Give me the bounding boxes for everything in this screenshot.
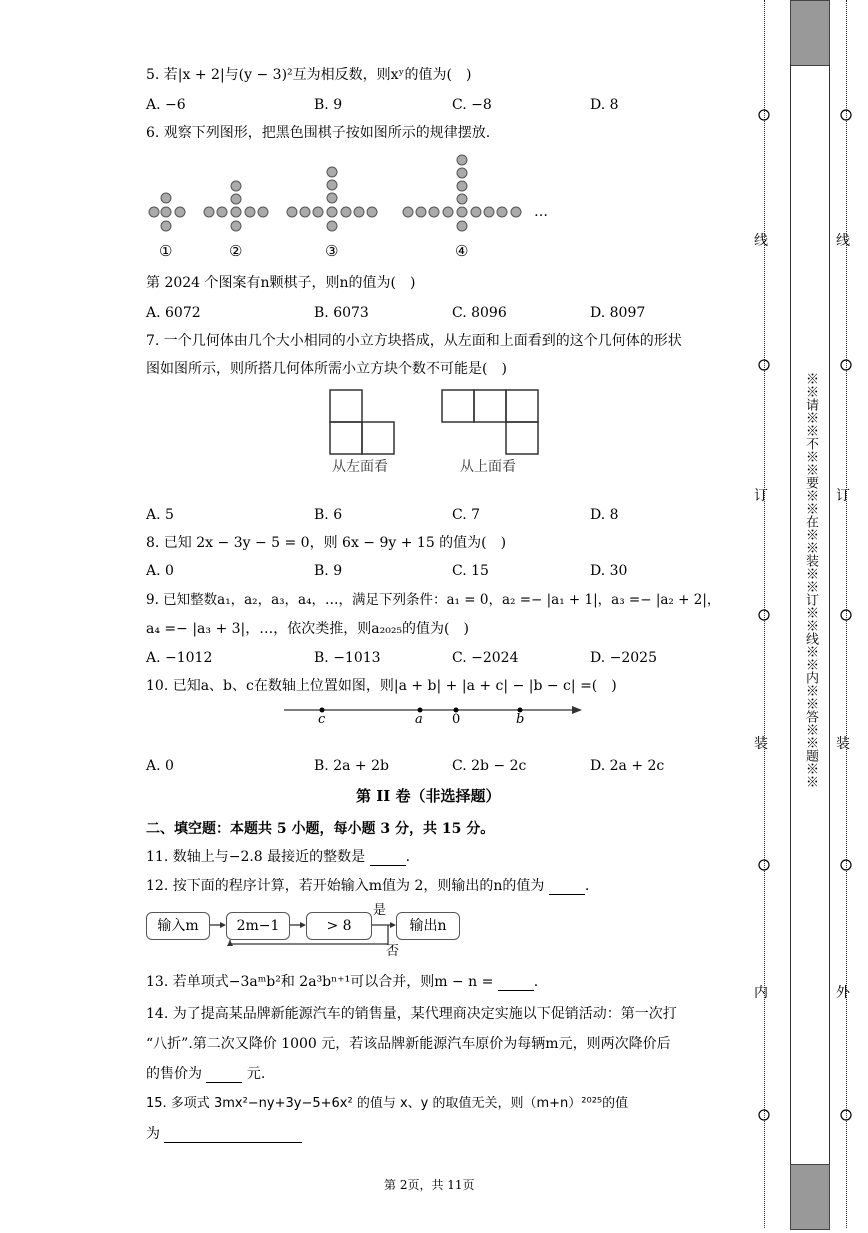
q7-top-view-label: 从上面看 — [460, 459, 516, 475]
q11-text: 11. 数轴上与−2.8 最接近的整数是 — [146, 849, 366, 865]
outer-dot-column — [836, 0, 856, 1232]
q15-answer-blank[interactable] — [164, 1142, 302, 1143]
q6-label-1: ① — [159, 242, 173, 260]
q10-axis-label-0: 0 — [452, 712, 461, 727]
q9-option-c: C. −2024 — [452, 650, 519, 666]
q12-text: 12. 按下面的程序计算，若开始输入m值为 2，则输出的n的值为 — [146, 878, 545, 894]
q8-option-c: C. 15 — [452, 563, 489, 579]
q6-option-a: A. 6072 — [146, 305, 201, 321]
q5-option-b: B. 9 — [314, 97, 343, 113]
q14-line1: 14. 为了提高某品牌新能源汽车的销售量，某代理商决定实施以下促销活动：第一次打 — [146, 1006, 677, 1022]
q7-option-d: D. 8 — [590, 507, 619, 523]
q10-option-b: B. 2a + 2b — [314, 758, 389, 774]
q9-option-a: A. −1012 — [146, 650, 213, 666]
q8-option-a: A. 0 — [146, 563, 174, 579]
inner-char-zhuang: 装 — [754, 736, 768, 752]
q14-line3 — [146, 1065, 265, 1083]
binding-gray-block-bottom — [790, 1164, 830, 1230]
binding-notice-text: ※※请※※不※※要※※在※※装※※订※※线※※内※※答※※题※※ — [803, 372, 818, 788]
q6-label-2: ② — [229, 242, 243, 260]
q15-line2 — [146, 1125, 302, 1143]
inner-char-nei: 内 — [754, 985, 768, 1001]
q8-stem: 8. 已知 2x − 3y − 5 = 0，则 6x − 9y + 15 的值为( ) — [146, 535, 507, 551]
outer-char-ding: 订 — [836, 488, 850, 504]
q10-option-c: C. 2b − 2c — [452, 758, 527, 774]
q12: 12. 按下面的程序计算，若开始输入m值为 2，则输出的n的值为 . — [146, 878, 590, 894]
flow-yes-label: 是 — [373, 903, 387, 918]
q13-answer-blank[interactable] — [498, 990, 534, 991]
flow-input-box: 输入m — [146, 912, 210, 940]
q6-ellipsis: … — [534, 204, 548, 220]
q7-views-figure — [326, 388, 546, 456]
q6-option-d: D. 8097 — [590, 305, 646, 321]
q12-answer-blank[interactable] — [549, 894, 585, 895]
q10-stem: 10. 已知a、b、c在数轴上位置如图，则|a + b| + |a + c| − |b − c| =( ) — [146, 678, 617, 694]
q6-pattern-figure — [140, 150, 560, 265]
flow-compare-box: > 8 — [306, 912, 372, 940]
q6-option-c: C. 8096 — [452, 305, 507, 321]
outer-char-wai: 外 — [836, 985, 850, 1001]
q6-option-b: B. 6073 — [314, 305, 369, 321]
q8-option-b: B. 9 — [314, 563, 343, 579]
q14-line3-suffix: 元. — [246, 1066, 266, 1082]
binding-margin — [750, 0, 868, 1228]
flow-no-label: 否 — [386, 944, 400, 959]
flow-arrows — [140, 900, 470, 960]
binding-gray-block-top — [790, 0, 830, 66]
q5-option-a: A. −6 — [146, 97, 186, 113]
inner-char-ding: 订 — [754, 488, 768, 504]
q9-option-b: B. −1013 — [314, 650, 381, 666]
q9-option-d: D. −2025 — [590, 650, 657, 666]
q6-label-4: ④ — [455, 242, 469, 260]
q11-answer-blank[interactable] — [370, 865, 406, 866]
q14-answer-blank[interactable] — [206, 1082, 242, 1083]
q10-axis-label-a: a — [415, 712, 423, 727]
outer-char-xian: 线 — [836, 233, 850, 249]
q15-line1: 15. 多项式 3mx²−ny+3y−5+6x² 的值与 x、y 的取值无关，则（m+n）²⁰²⁵的值 — [146, 1096, 629, 1111]
q7-stem-line2: 图如图所示，则所搭几何体所需小立方块个数不可能是( ) — [146, 361, 507, 377]
q10-axis-label-c: c — [318, 712, 326, 727]
q5-stem: 5. 若|x + 2|与(y − 3)²互为相反数，则xʸ的值为( ) — [146, 67, 472, 83]
q8-option-d: D. 30 — [590, 563, 628, 579]
q6-stem: 6. 观察下列图形，把黑色围棋子按如图所示的规律摆放. — [146, 125, 491, 141]
q7-option-c: C. 7 — [452, 507, 481, 523]
inner-dot-column — [754, 0, 774, 1233]
page-footer: 第 2页，共 11页 — [384, 1178, 475, 1192]
inner-char-xian: 线 — [754, 233, 768, 249]
q14-line3-prefix: 的售价为 — [146, 1066, 202, 1082]
q9-stem-line2: a₄ =− |a₃ + 3|，…，依次类推，则a₂₀₂₅的值为( ) — [146, 621, 469, 637]
q7-stem-line1: 7. 一个几何体由几个大小相同的小立方块搭成，从左面和上面看到的这个几何体的形状 — [146, 333, 682, 349]
q13: 13. 若单项式−3aᵐb²和 2a³bⁿ⁺¹可以合并，则m − n = . — [146, 974, 539, 990]
q15-line2-prefix: 为 — [146, 1126, 160, 1142]
q5-option-d: D. 8 — [590, 97, 619, 113]
q10-option-a: A. 0 — [146, 758, 174, 774]
section-title: 第 II 卷（非选择题） — [356, 787, 501, 805]
q7-option-a: A. 5 — [146, 507, 174, 523]
flow-calc-box: 2m−1 — [226, 912, 290, 940]
section2-heading: 二、填空题：本题共 5 小题，每小题 3 分，共 15 分。 — [146, 821, 495, 837]
q10-option-d: D. 2a + 2c — [590, 758, 665, 774]
outer-char-zhuang: 装 — [836, 736, 850, 752]
q10-axis-label-b: b — [516, 712, 525, 727]
q6-question: 第 2024 个图案有n颗棋子，则n的值为( ) — [146, 275, 416, 291]
q6-label-3: ③ — [325, 242, 339, 260]
flow-output-box: 输出n — [396, 912, 460, 940]
q9-stem-line1: 9. 已知整数a₁，a₂，a₃，a₄，…，满足下列条件：a₁ = 0，a₂ =− |a₁ + 1|，a₃ =− |a₂ + 2|， — [146, 592, 721, 608]
q10-number-line — [280, 700, 590, 730]
q14-line2: “八折”.第二次又降价 1000 元，若该品牌新能源汽车原价为每辆m元，则两次降价后 — [146, 1036, 671, 1052]
q7-option-b: B. 6 — [314, 507, 343, 523]
q11: 11. 数轴上与−2.8 最接近的整数是 . — [146, 849, 411, 865]
q7-left-view-label: 从左面看 — [332, 459, 388, 475]
q5-option-c: C. −8 — [452, 97, 492, 113]
q13-text: 13. 若单项式−3aᵐb²和 2a³bⁿ⁺¹可以合并，则m − n = — [146, 974, 494, 990]
